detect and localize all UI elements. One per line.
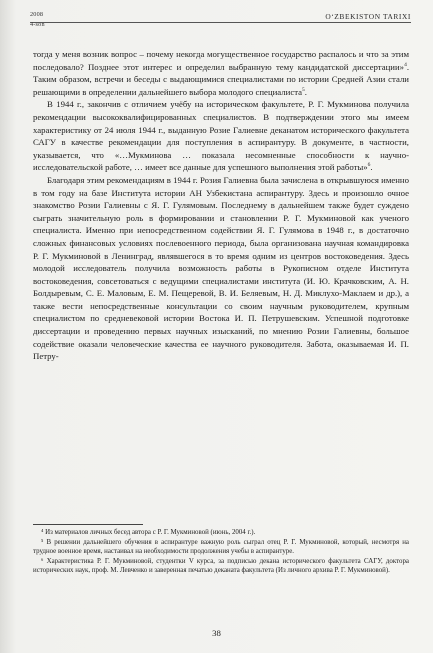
- running-header: [30, 10, 411, 42]
- header-rule: [30, 22, 411, 23]
- paragraph-1-tail: . Таким образом, встречи и беседы с выдающимися специалистами по истории Средней Азии стали решающими в определении дальнейшего выбора молодого специалиста: [33, 61, 409, 97]
- header-year: 2008: [30, 11, 44, 18]
- footnote-separator: [33, 524, 143, 525]
- footnotes: [33, 528, 409, 576]
- footnote-marker-6[interactable]: 6: [367, 162, 371, 169]
- paragraph-2-end: .: [370, 162, 373, 173]
- footnote-marker-5[interactable]: 5: [302, 86, 305, 93]
- footnote-6: ⁶ Характеристика Р. Г. Мукминовой, студентки V курса, за подписью декана исторического факультета САГУ, доктора исторических наук, проф. М. Левченко и заверенная печатью деканата факультета (Из личного архива Р. Г. Мукминовой).: [33, 557, 409, 575]
- paragraph-1: тогда у меня возник вопрос – почему некогда могущественное государство распалось и что за этим последовало? Позднее этот интерес и определил выбранную тему кандидатской диссертации»$^4$. Таким образом, встречи и беседы с выдающимися специалистами по истории Средней Азии стали решающими в определении дальнейшего выбора молодого специалиста$^5$.: [33, 49, 409, 97]
- paragraph-1-text: тогда у меня возник вопрос – почему некогда могущественное государство распалось и что за этим последовало? Позднее этот интерес и определил выбранную тему кандидатской диссертации»: [33, 49, 409, 72]
- page-number: 38: [212, 628, 221, 638]
- footnote-5: ⁵ В решении дальнейшего обучения в аспирантуре важную роль сыграл отец Р. Г. Мукминовой, который, несмотря на трудное военное время, настаивал на необходимости продолжения учебы в аспирантуре.: [33, 538, 409, 556]
- paragraph-3: Благодаря этим рекомендациям в 1944 г. Розия Галиевна была зачислена в открывшуюся именно в том году на базе Института истории АН Узбекистана аспирантуру. Здесь и произошло очное знакомство Розии Галиевны с Я. Г. Гулямовым. Последнему в дальнейшем также будет суждено сыграть значительную роль в формировании и становлении Р. Г. Мукминовой как ученого специалиста. Именно при непосредственном содействии Я. Г. Гулямова в 1948 г., в достаточно сложных финансовых условиях послевоенного периода, была организована научная командировка Р. Г. Мукминовой в Ленинград, являвшегося в то время одним из центров востоковедения. Здесь молодой исследователь получила возможность работы в Рукописном отделе Института востоковедения, совсетоваться с ведущими специалистами института (И. Ю. Крачковским, А. Н. Болдыревым, С. Е. Маловым, Е. М. Пещеревой, В. И. Беляевым, Н. Д. Миклухо-Маклаем и др.), а также вести непосредственные консультации со своим научным руководителем, крупным специалистом по средневековой истории Востока И. П. Петрушевским. Успешной подготовке диссертации и проведению первых научных изысканий, по мнению Розии Галиевны, большое содействие оказали человеческие качества ее научного руководителя. Забота, оказываемая И. П. Петру-: [33, 174, 409, 362]
- header-issue: 4-son: [30, 21, 45, 28]
- footnote-marker-4[interactable]: 4: [404, 61, 407, 68]
- header-journal-title: O‘ZBEKISTON TARIXI: [325, 12, 411, 21]
- paragraph-2: [33, 98, 409, 174]
- body-text: [33, 48, 409, 363]
- paragraph-2-text: В 1944 г., закончив с отличием учёбу на историческом факультете, Р. Г. Мукминова получила рекомендации высококвалифицированных специалистов. В подтверждении этого мы имеем характеристику от 24 июля 1944 г., выданную Розие Галиевне деканатом исторического факультета САГУ в качестве рекомендации для поступления в аспирантуру. В документе, в частности, указывается, что «…Мукминова … показала несомненные способности к научно-исследовательской работе, … имеет все данные для успешного выполнения этой работы»: [33, 99, 409, 173]
- footnote-4: ⁴ Из материалов личных бесед автора с Р. Г. Мукминовой (июнь, 2004 г.).: [41, 529, 256, 536]
